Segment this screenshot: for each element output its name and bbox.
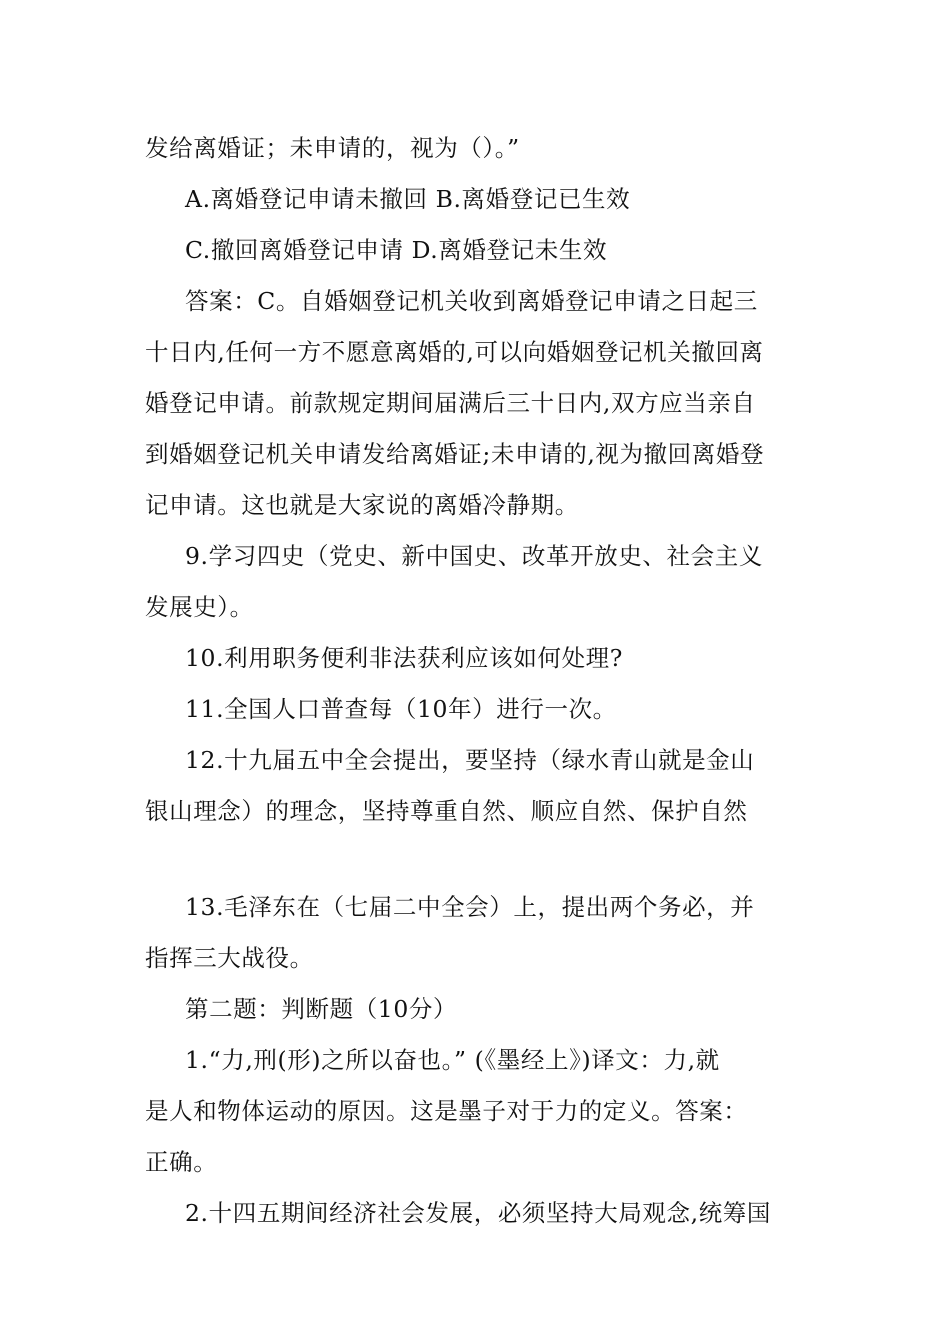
option-line-cd: C.撤回离婚登记申请 D.离婚登记未生效 (185, 236, 608, 264)
question-10: 10.利用职务便利非法获利应该如何处理? (185, 644, 623, 672)
question-9-line-1: 9.学习四史（党史、新中国史、改革开放史、社会主义 (185, 542, 763, 570)
question-13-line-1: 13.毛泽东在（七届二中全会）上，提出两个务必，并 (185, 893, 755, 921)
judgement-1-line-1: 1.“力,刑(形)之所以奋也。” (《墨经上》)译文：力,就 (185, 1046, 720, 1074)
answer-line-4: 到婚姻登记机关申请发给离婚证;未申请的,视为撤回离婚登 (145, 440, 765, 468)
text-line-1: 发给离婚证；未申请的，视为（）。” (145, 134, 520, 162)
section-heading: 第二题：判断题（10分） (185, 995, 458, 1023)
answer-line-3: 婚登记申请。前款规定期间届满后三十日内,双方应当亲自 (145, 389, 756, 417)
judgement-1-line-3: 正确。 (145, 1148, 218, 1176)
question-12-line-1: 12.十九届五中全会提出，要坚持（绿水青山就是金山 (185, 746, 755, 774)
question-11: 11.全国人口普查每（10年）进行一次。 (185, 695, 617, 723)
question-9-line-2: 发展史）。 (145, 593, 254, 621)
answer-line-5: 记申请。这也就是大家说的离婚冷静期。 (145, 491, 579, 519)
question-12-line-2: 银山理念）的理念，坚持尊重自然、顺应自然、保护自然 (145, 797, 748, 825)
judgement-2-line-1: 2.十四五期间经济社会发展，必须坚持大局观念,统筹国 (185, 1199, 771, 1227)
option-line-ab: A.离婚登记申请未撤回 B.离婚登记已生效 (185, 185, 631, 213)
judgement-1-line-2: 是人和物体运动的原因。这是墨子对于力的定义。答案： (145, 1097, 748, 1125)
answer-line-2: 十日内,任何一方不愿意离婚的,可以向婚姻登记机关撤回离 (145, 338, 764, 366)
answer-line-1: 答案：C。自婚姻登记机关收到离婚登记申请之日起三 (185, 287, 758, 315)
question-13-line-2: 指挥三大战役。 (145, 944, 314, 972)
